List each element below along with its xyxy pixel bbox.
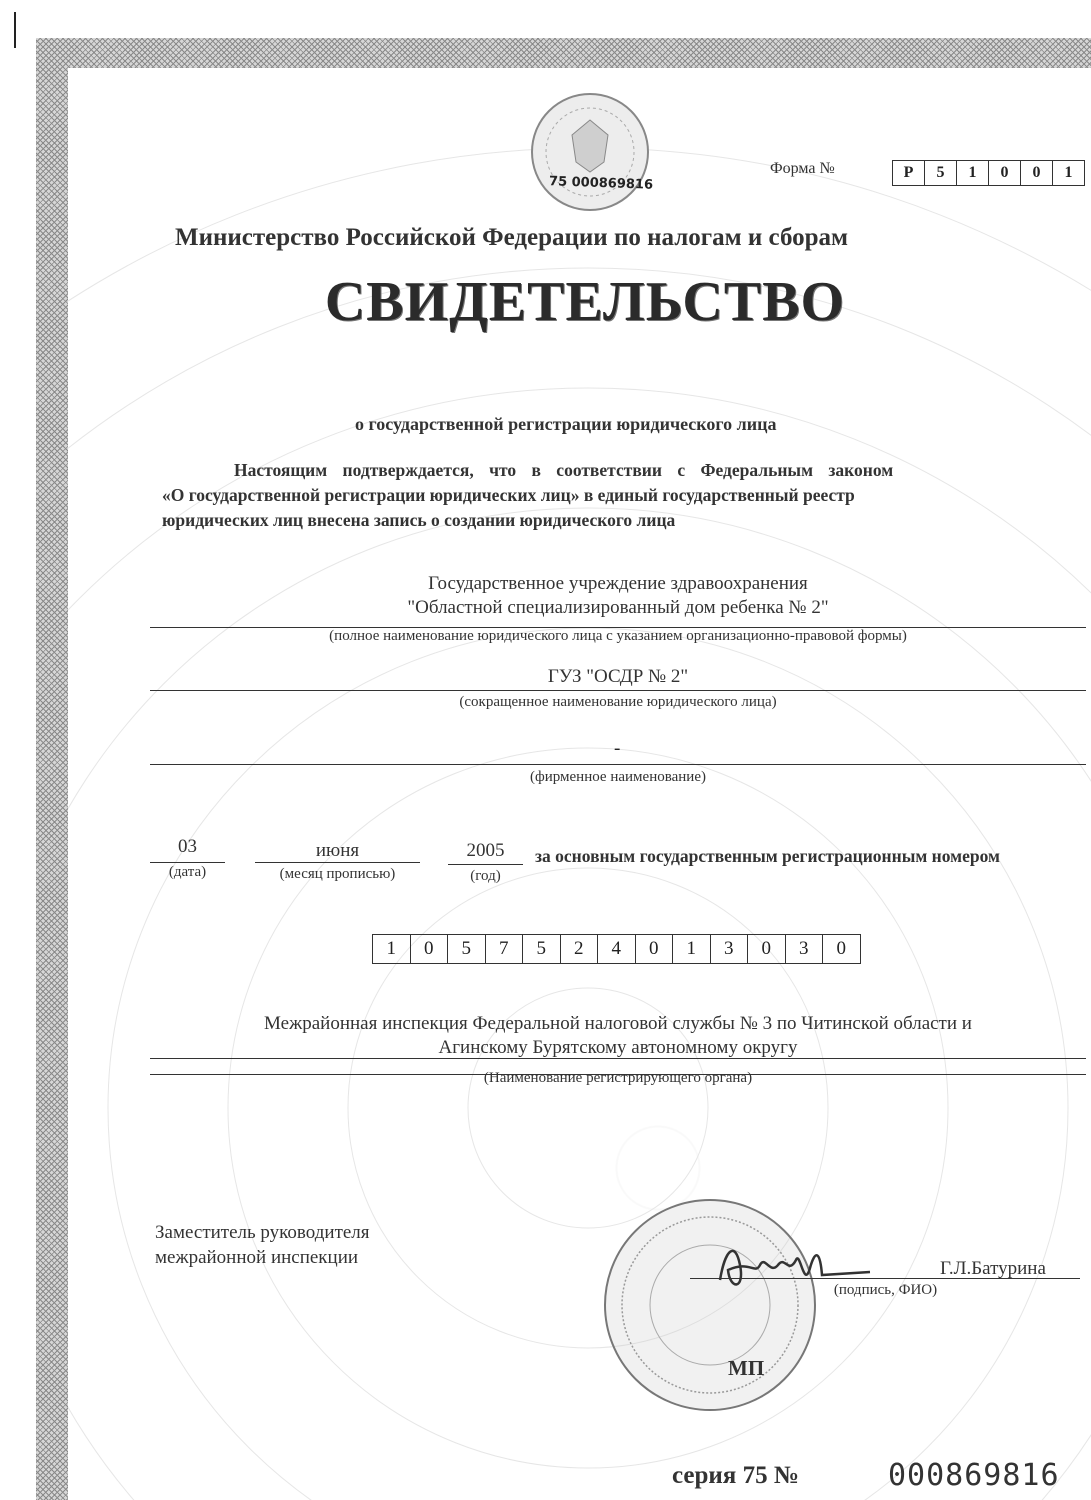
signatory-name: Г.Л.Батурина — [940, 1258, 1046, 1279]
entity-short-name: ГУЗ "ОСДР № 2" — [547, 666, 689, 687]
intro-line: юридических лиц внесена запись о создании юридического лица — [162, 510, 676, 530]
short-name-caption: (сокращенное наименование юридического лица) — [459, 694, 777, 710]
ogrn-digit: 5 — [522, 935, 560, 963]
entity-full-name-line: Государственное учреждение здравоохранения — [428, 573, 808, 594]
ministry-heading: Министерство Российской Федерации по налогам и сборам — [175, 224, 849, 251]
authority-caption: (Наименование регистрирующего органа) — [483, 1070, 753, 1086]
ogrn-digit: 1 — [672, 935, 710, 963]
ogrn-digit: 2 — [560, 935, 598, 963]
stamp-serial-number: 75 000869816 — [548, 174, 654, 193]
signatory-position-line: Заместитель руководителя — [155, 1222, 370, 1243]
brand-name-caption: (фирменное наименование) — [530, 769, 706, 785]
registration-year: 2005 — [466, 840, 505, 861]
form-code-char: 0 — [988, 161, 1020, 185]
form-code-char: 0 — [1020, 161, 1052, 185]
registration-day: 03 — [178, 836, 197, 857]
signatory-position-line: межрайонной инспекции — [155, 1247, 359, 1268]
ogrn-digit: 0 — [410, 935, 448, 963]
authority-line: Межрайонная инспекция Федеральной налоговой службы № 3 по Читинской области и — [264, 1013, 972, 1034]
registering-authority — [150, 1012, 1086, 1060]
ogrn-digit: 4 — [597, 935, 635, 963]
ogrn-digit: 7 — [485, 935, 523, 963]
document-subtitle: о государственной регистрации юридического лица — [355, 414, 777, 434]
series-number: 000869816 — [888, 1458, 1060, 1493]
ogrn-digit: 1 — [386, 938, 396, 959]
full-name-caption: (полное наименование юридического лица с указанием организационно-правовой формы) — [329, 628, 907, 644]
month-underline — [255, 862, 420, 863]
seal-place-mark: МП — [728, 1356, 765, 1380]
entity-full-name — [150, 572, 1086, 620]
emblem-stamp — [520, 90, 660, 220]
form-code-char: 1 — [1052, 161, 1084, 185]
authority-line: Агинскому Бурятскому автономному округу — [438, 1037, 798, 1058]
brand-name-underline — [150, 764, 1086, 765]
entity-brand-name: - — [614, 738, 621, 759]
registration-month: июня — [315, 840, 360, 861]
scan-edge-mark — [14, 12, 16, 48]
ogrn-digit: 5 — [447, 935, 485, 963]
form-code-boxes — [892, 160, 1085, 186]
series-label: серия 75 № — [672, 1462, 799, 1489]
ogrn-digit: 0 — [635, 935, 673, 963]
document-title: СВИДЕТЕЛЬСТВО — [324, 271, 846, 333]
ogrn-digit: 3 — [785, 935, 823, 963]
day-underline — [150, 862, 225, 863]
signature-caption: (подпись, ФИО) — [833, 1282, 938, 1298]
ogrn-digit: 3 — [710, 935, 748, 963]
month-caption: (месяц прописью) — [279, 866, 396, 882]
form-code-char: Р — [903, 164, 914, 181]
form-label: Форма № — [770, 160, 835, 177]
intro-paragraph — [162, 458, 1078, 533]
form-code-char: 1 — [956, 161, 988, 185]
year-underline — [448, 864, 523, 865]
ogrn-digit: 0 — [747, 935, 785, 963]
intro-line: «О государственной регистрации юридических лиц» в единый государственный реестр — [162, 485, 855, 505]
authority-underline-1 — [150, 1058, 1086, 1059]
entity-full-name-line: "Областной специализированный дом ребенка № 2" — [407, 597, 829, 618]
ogrn-number-boxes — [372, 934, 861, 964]
intro-line: Настоящим подтверждается, что в соответствии с Федеральным законом — [234, 460, 894, 480]
ogrn-label: за основным государственным регистрационным номером — [535, 846, 1000, 866]
signatory-position — [155, 1220, 370, 1270]
year-caption: (год) — [470, 868, 501, 884]
ogrn-digit: 0 — [822, 935, 860, 963]
form-code-char: 5 — [924, 161, 956, 185]
day-caption: (дата) — [168, 864, 207, 880]
short-name-underline — [150, 690, 1086, 691]
